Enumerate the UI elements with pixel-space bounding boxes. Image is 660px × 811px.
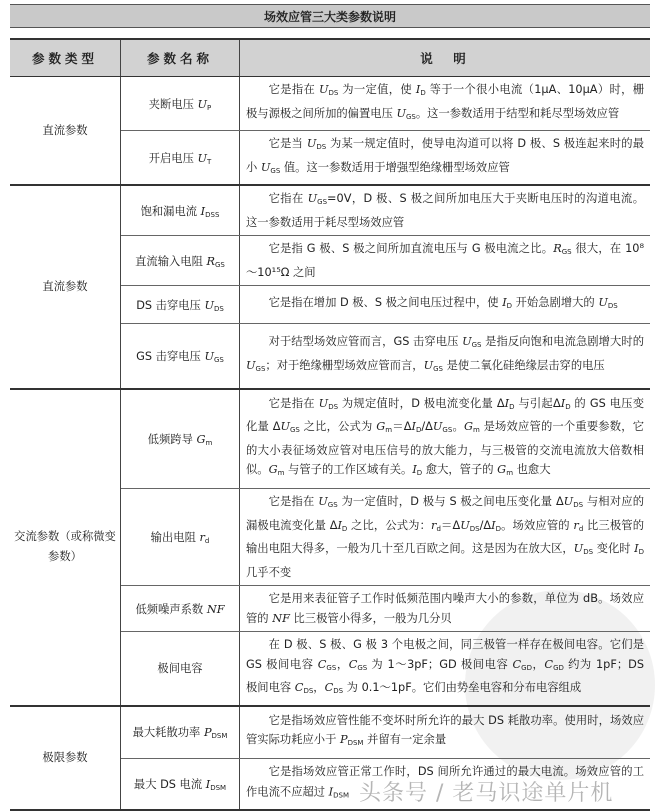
subscript: GS — [442, 426, 453, 435]
subscript: T — [207, 157, 212, 166]
subscript: GS — [471, 341, 482, 350]
param-type: 交流参数（或称微变参数） — [10, 389, 121, 706]
subscript: d — [578, 524, 584, 533]
symbol: U — [280, 420, 290, 434]
subscript: GS — [215, 260, 225, 269]
symbol: P — [203, 726, 212, 740]
symbol: NF — [206, 602, 225, 616]
subscript: P — [207, 103, 212, 112]
subscript: D — [341, 524, 348, 533]
subscript: DS — [213, 304, 224, 313]
subscript: DS — [607, 301, 618, 310]
subscript: GD — [553, 663, 564, 672]
symbol: U — [318, 83, 329, 96]
symbol: U — [197, 97, 208, 111]
subscript: D — [506, 301, 513, 310]
symbol: C — [512, 657, 522, 671]
symbol: U — [197, 151, 208, 165]
header-type: 参数类型 — [10, 39, 121, 77]
symbol: I — [205, 777, 211, 791]
subscript: D — [495, 524, 501, 533]
param-description: 它是指 G 极、S 极之间所加直流电压与 G 极电流之比。$R_{GS}$ 很大，在 10⁸～10¹⁵Ω 之间 — [240, 236, 651, 286]
symbol: I — [337, 518, 342, 532]
symbol: I — [328, 785, 334, 798]
table-row — [10, 77, 650, 131]
symbol: I — [412, 463, 417, 477]
subscript: DS — [316, 143, 327, 151]
subscript: m — [277, 469, 285, 478]
symbol: U — [598, 295, 608, 309]
symbol: I — [415, 83, 421, 96]
subscript: DS — [469, 524, 480, 533]
param-description: 在 D 极、S 极、G 极 3 个电极之间，同三极管一样存在极间电容。它们是 GS 极间电容 $C_{GS}$，$C_{GS}$ 为 1～3pF；GD 极间电容 $C_{GD}$，$C_{GD}$ 约为 1pF；DS 极间电容 $C_{DS}$，$C_{DS}$ 为 0.1～1pF。它们由势垒电容和分布电容组成 — [240, 632, 651, 706]
symbol: U — [462, 335, 472, 349]
symbol: R — [206, 254, 215, 268]
subscript: GS — [433, 364, 443, 373]
symbol: G — [196, 432, 206, 446]
symbol: I — [502, 295, 507, 309]
symbol: I — [200, 204, 206, 218]
table-title-bar — [10, 4, 650, 28]
param-type: 极限参数 — [10, 706, 121, 810]
subscript: DSS — [205, 210, 220, 219]
subscript: m — [385, 426, 393, 435]
param-type: 直流参数 — [10, 185, 121, 389]
table-row — [10, 185, 650, 236]
subscript: DSM — [333, 791, 350, 799]
header-desc: 说 明 — [240, 39, 651, 77]
subscript: GS — [317, 198, 328, 206]
subscript: DS — [583, 548, 594, 556]
symbol: NF — [272, 611, 290, 625]
param-name: GS 击穿电压 $U_{GS}$ — [121, 324, 240, 389]
param-name: 最大耗散功率 $P_{DSM}$ — [121, 706, 240, 759]
param-name: 饱和漏电流 $I_{DSS}$ — [121, 185, 240, 236]
subscript: GS — [326, 663, 337, 672]
symbol: U — [563, 495, 574, 508]
subscript: DS — [328, 402, 339, 411]
param-name: 夹断电压 $U_P$ — [121, 77, 240, 131]
param-description: 它是指场效应管性能不变坏时所允许的最大 DS 耗散功率。使用时，场效应管实际功耗应小于 $P_{DSM}$ 并留有一定余量 — [240, 706, 651, 759]
subscript: D — [415, 426, 422, 435]
param-name: DS 击穿电压 $U_{DS}$ — [121, 286, 240, 324]
param-name: 开启电压 $U_T$ — [121, 131, 240, 186]
table-row — [10, 706, 650, 759]
symbol: U — [260, 160, 271, 174]
symbol: U — [423, 358, 434, 372]
subscript: D — [420, 89, 426, 97]
symbol: U — [573, 542, 584, 555]
param-name: 最大 DS 电流 $I_{DSM}$ — [121, 759, 240, 810]
param-name: 低频噪声系数 NF — [121, 586, 240, 632]
symbol: r — [573, 518, 579, 532]
symbol: C — [544, 657, 554, 671]
subscript: m — [506, 469, 514, 478]
symbol: U — [204, 349, 214, 363]
symbol: U — [204, 298, 214, 312]
subscript: GS — [255, 364, 266, 373]
param-description: 对于结型场效应管而言，GS 击穿电压 $U_{GS}$ 是指反向饱和电流急剧增大时的 $U_{GS}$；对于绝缘栅型场效应管而言，$U_{GS}$ 是使二氧化硅绝缘层击穿的电压 — [240, 324, 651, 389]
symbol: C — [348, 657, 358, 671]
subscript: GS — [270, 166, 281, 175]
param-type: 直流参数 — [10, 77, 121, 186]
subscript: DS — [303, 687, 314, 695]
param-name: 直流输入电阻 $R_{GS}$ — [121, 236, 240, 286]
watermark-text: 头条号 / 老马识途单片机 — [359, 780, 614, 806]
table-row — [10, 389, 650, 489]
param-description: 它是指在 $U_{GS}$ 为一定值时，D 极与 S 极之间电压变化量 $\Delta U_{DS}$ 与相对应的漏极电流变化量 $\Delta I_D$ 之比，公式为：$r_d=\Delta U_{DS}/\Delta I_D$。场效应管的 $r_d$ 比三极管的输出电阻大得多，一般为几十至几百欧之间。这是因为在放大区，$U_{DS}$ 变化时 $I_D$ 几乎不变 — [240, 489, 651, 586]
subscript: D — [509, 402, 515, 411]
symbol: P — [339, 733, 348, 747]
header-name: 参数名称 — [121, 39, 240, 77]
subscript: DS — [333, 687, 344, 695]
symbol: G — [463, 420, 473, 434]
subscript: DSM — [211, 732, 228, 741]
param-description: 它是指在 $U_{DS}$ 为一定值，使 $I_D$ 等于一个很小电流（1μA、10μA）时，栅极与源极之间所加的偏置电压 $U_{GS}$。这一参数适用于结型和耗尽型场效应管 — [240, 77, 651, 131]
symbol: I — [634, 542, 639, 555]
subscript: GS — [561, 248, 572, 256]
symbol: U — [307, 192, 318, 205]
subscript: m — [205, 438, 213, 447]
symbol: U — [246, 358, 256, 372]
subscript: d — [204, 537, 210, 545]
symbol: G — [268, 463, 278, 477]
subscript: d — [436, 524, 441, 533]
param-description: 它是指场效应管正常工作时，DS 间所允许通过的最大电流。场效应管的工作电流不应超过 $I_{DSM}$ 头条号 / 老马识途单片机 — [240, 759, 651, 810]
symbol: U — [396, 106, 406, 120]
subscript: GS — [213, 355, 224, 364]
param-name: 低频跨导 $G_m$ — [121, 389, 240, 489]
subscript: D — [416, 469, 423, 478]
param-description: 它是用来表征管子工作时低频范围内噪声大小的参数，单位为 dB。场效应管的 NF 比三极管小得多，一般为几分贝 — [240, 586, 651, 632]
subscript: D — [565, 402, 571, 411]
param-description: 它指在 $U_{GS}=0V$，D 极、S 极之间所加电压大于夹断电压时的沟道电流。这一参数适用于耗尽型场效应管 — [240, 185, 651, 236]
symbol: C — [324, 681, 334, 694]
subscript: DS — [328, 89, 339, 97]
subscript: DSM — [210, 783, 227, 792]
symbol: U — [432, 420, 443, 434]
symbol: I — [411, 420, 416, 434]
symbol: C — [317, 657, 327, 671]
symbol: I — [491, 518, 496, 532]
subscript: DS — [573, 501, 584, 509]
symbol: I — [560, 396, 566, 410]
table-title: 场效应管三大类参数说明 — [263, 10, 396, 24]
param-description: 它是当 $U_{DS}$ 为某一规定值时，使导电沟道可以将 D 极、S 极连起来时的最小 $U_{GS}$ 值。这一参数适用于增强型绝缘栅型场效应管 — [240, 131, 651, 186]
symbol: r — [199, 531, 205, 544]
symbol: U — [318, 396, 329, 410]
param-name: 极间电容 — [121, 632, 240, 706]
subscript: D — [638, 548, 644, 556]
symbol: U — [306, 137, 317, 150]
header-row — [10, 39, 650, 77]
symbol: I — [504, 396, 510, 410]
symbol: U — [318, 495, 328, 508]
param-description: 它是指在 $U_{DS}$ 为规定值时，D 极电流变化量 $\Delta I_D$ 与引起$\Delta I_D$ 的 GS 电压变化量 $\Delta U_{GS}$ 之比，公式为 $G_m=\Delta I_D/\Delta U_{GS}$。$G_m$ 是场效应管的一个重要参数，它的大小表征场效应管对电压信号的放大能力，与三极管的交流电流放大倍数相似。$G_m$ 与管子的工作区域有关。$I_D$ 愈大，管子的 $G_m$ 也愈大 — [240, 389, 651, 489]
symbol: G — [497, 463, 507, 477]
symbol: R — [553, 242, 562, 255]
symbol: C — [294, 681, 304, 694]
subscript: GS — [405, 112, 416, 121]
subscript: DSM — [347, 739, 364, 748]
symbol: r — [431, 518, 437, 532]
param-description: 它是指在增加 D 极、S 极之间电压过程中，使 $I_D$ 开始急剧增大的 $U_{DS}$ — [240, 286, 651, 324]
fet-parameter-table — [10, 38, 650, 811]
param-name: 输出电阻 $r_d$ — [121, 489, 240, 586]
subscript: m — [472, 426, 480, 435]
subscript: GS — [357, 663, 368, 672]
subscript: GD — [521, 663, 532, 672]
symbol: G — [376, 420, 386, 434]
subscript: GS — [327, 501, 338, 509]
symbol: U — [460, 518, 470, 532]
subscript: GS — [289, 426, 300, 435]
